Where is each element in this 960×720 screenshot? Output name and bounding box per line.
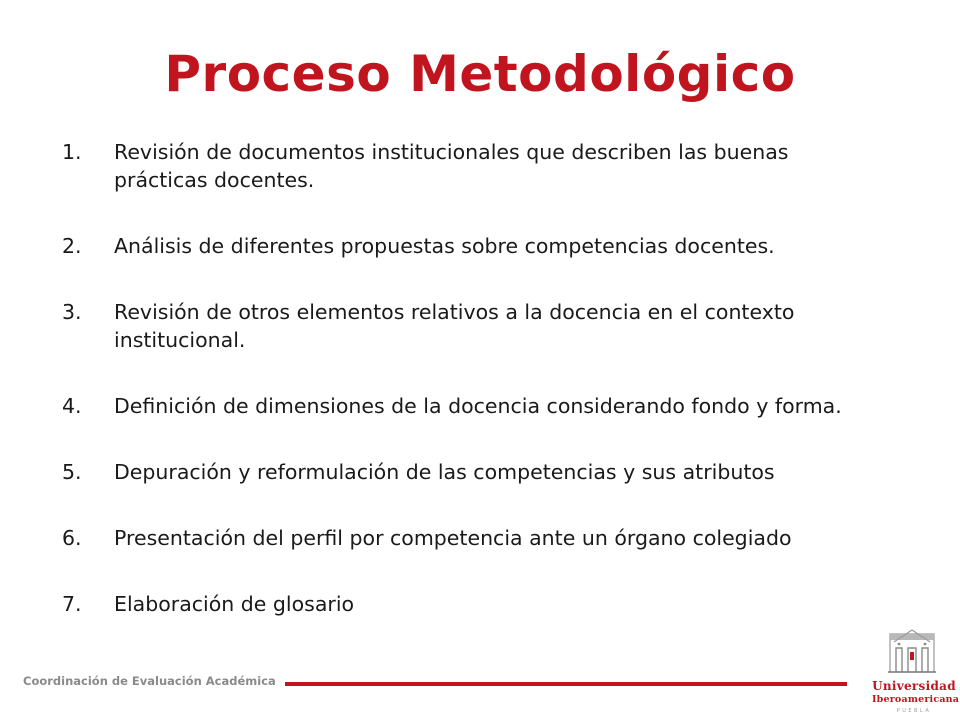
list-item-text: Elaboración de glosario (114, 592, 355, 616)
list-item-number: 5. (62, 460, 82, 484)
list-item-number: 4. (62, 394, 82, 418)
list-item-text: Presentación del perfil por competencia ante un órgano colegiado (114, 526, 792, 550)
methodology-steps-list (62, 138, 862, 656)
list-item (62, 392, 862, 420)
list-item (62, 458, 862, 486)
list-item (62, 138, 862, 194)
list-item-number: 3. (62, 300, 82, 324)
list-item (62, 524, 862, 552)
list-item-number: 2. (62, 234, 82, 258)
footer-department-label: Coordinación de Evaluación Académica (23, 674, 276, 688)
list-item-text: Revisión de documentos institucionales que describen las buenas prácticas docentes. (114, 140, 789, 192)
list-item (62, 298, 862, 354)
list-item (62, 590, 862, 618)
logo-text-universidad: Universidad (872, 679, 956, 693)
list-item-text: Depuración y reformulación de las competencias y sus atributos (114, 460, 775, 484)
slide-title: Proceso Metodológico (164, 45, 796, 103)
list-item-text: Definición de dimensiones de la docencia considerando fondo y forma. (114, 394, 842, 418)
list-item-number: 7. (62, 592, 82, 616)
logo-text-iberoamericana: Iberoamericana (872, 694, 960, 705)
list-item-text: Revisión de otros elementos relativos a la docencia en el contexto institucional. (114, 300, 795, 352)
list-item (62, 232, 862, 260)
list-item-text: Análisis de diferentes propuestas sobre competencias docentes. (114, 234, 775, 258)
university-logo (872, 628, 960, 716)
logo-text-puebla: PUEBLA (896, 708, 932, 714)
list-item-number: 6. (62, 526, 82, 550)
list-item-number: 1. (62, 140, 82, 164)
university-emblem-icon (886, 628, 938, 676)
footer-divider (285, 682, 847, 686)
